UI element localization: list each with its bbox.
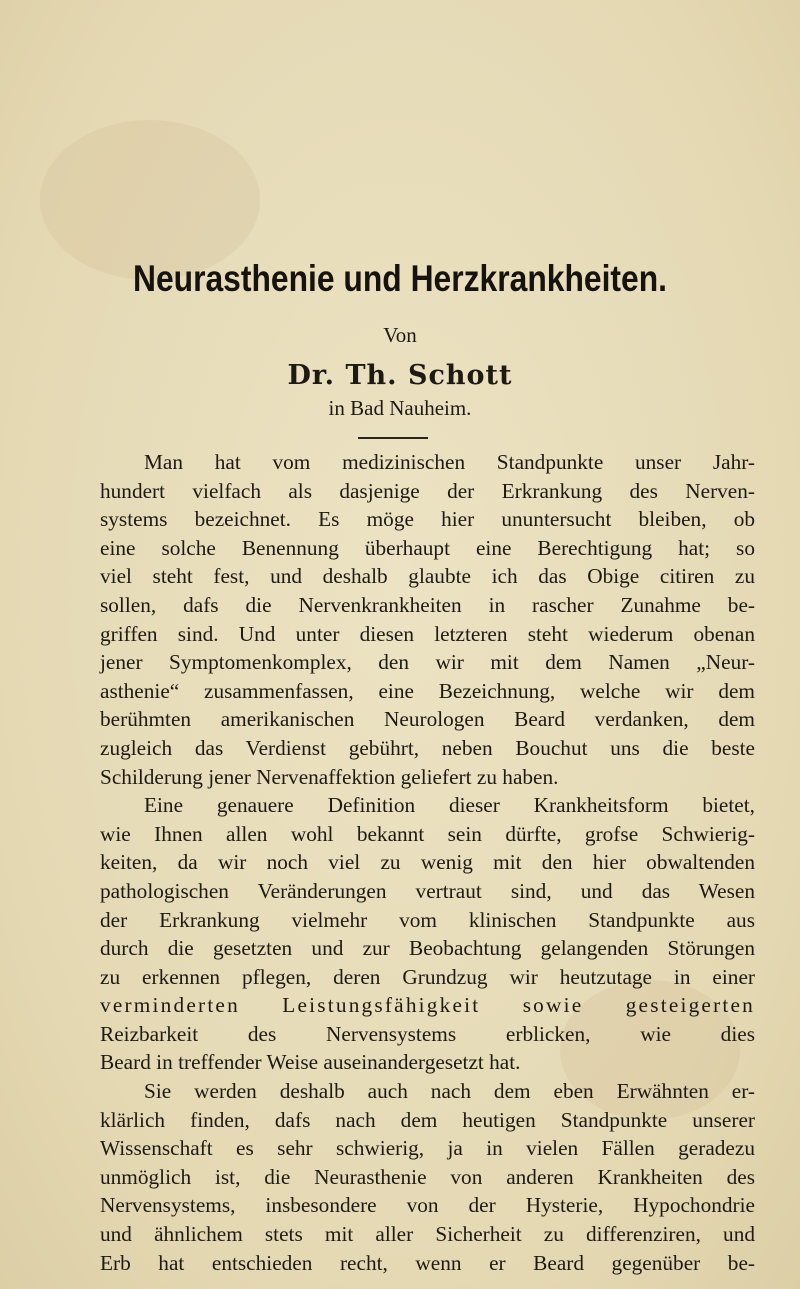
text-line: klärlich finden, dafs nach dem heutigen Standpunkte unserer	[100, 1107, 755, 1132]
text-line: wie Ihnen allen wohl bekannt sein dürfte, grofse Schwierig-	[100, 821, 755, 846]
text-line: Wissenschaft es sehr schwierig, ja in vielen Fällen geradezu	[100, 1136, 755, 1161]
text-line: systems bezeichnet. Es möge hier ununtersucht bleiben, ob	[100, 507, 755, 532]
text-line: verminderten Leistungsfähigkeit sowie gesteigerten	[100, 993, 755, 1018]
text-line: Sie werden deshalb auch nach dem eben Erwähnten er-	[144, 1079, 755, 1104]
text-line: und ähnlichem stets mit aller Sicherheit zu differenziren, und	[100, 1222, 755, 1247]
paragraph-1	[100, 448, 755, 791]
text-line: eine solche Benennung überhaupt eine Berechtigung hat; so	[100, 535, 755, 560]
author-name: Dr. Th. Schott	[287, 360, 513, 391]
text-line: Eine genauere Definition dieser Krankheitsform bietet,	[144, 793, 755, 818]
text-line: viel steht fest, und deshalb glaubte ich das Obige citiren zu	[100, 564, 755, 589]
text-line: Beard in treffender Weise auseinandergesetzt hat.	[100, 1050, 521, 1075]
text-line: zu erkennen pflegen, deren Grundzug wir heutzutage in einer	[100, 964, 755, 989]
text-line: zugleich das Verdienst gebührt, neben Bouchut uns die beste	[100, 735, 755, 760]
text-line: Man hat vom medizinischen Standpunkte unser Jahr-	[144, 450, 755, 474]
paragraph-2	[100, 791, 755, 1077]
text-line: berühmten amerikanischen Neurologen Beard verdanken, dem	[100, 707, 755, 732]
text-line: griffen sind. Und unter diesen letzteren steht wiederum obenan	[100, 621, 755, 646]
text-line: Erb hat entschieden recht, wenn er Beard gegenüber be-	[100, 1250, 755, 1275]
text-line: jener Symptomenkomplex, den wir mit dem Namen „Neur-	[100, 650, 755, 675]
byline-von: Von	[383, 323, 417, 347]
text-line: Reizbarkeit des Nervensystems erblicken, wie dies	[100, 1021, 755, 1046]
text-line: unmöglich ist, die Neurasthenie von anderen Krankheiten des	[100, 1164, 755, 1189]
text-line: Nervensystems, insbesondere von der Hysterie, Hypochondrie	[100, 1193, 755, 1218]
text-line: pathologischen Veränderungen vertraut sind, und das Wesen	[100, 878, 755, 903]
text-line: keiten, da wir noch viel zu wenig mit den hier obwaltenden	[100, 850, 755, 875]
text-line: sollen, dafs die Nervenkrankheiten in rascher Zunahme be-	[100, 592, 755, 617]
article-title: Neurasthenie und Herzkrankheiten.	[132, 258, 668, 299]
text-line: Schilderung jener Nervenaffektion geliefert zu haben.	[100, 764, 559, 789]
paragraph-3	[100, 1077, 755, 1277]
title-divider	[358, 437, 428, 439]
text-line: durch die gesetzten und zur Beobachtung gelangenden Störungen	[100, 936, 755, 961]
text-line: der Erkrankung vielmehr vom klinischen Standpunkte aus	[100, 907, 755, 932]
author-location: in Bad Nauheim.	[328, 396, 472, 420]
article-body	[100, 448, 755, 1277]
text-line: asthenie“ zusammenfassen, eine Bezeichnung, welche wir dem	[100, 678, 755, 703]
paper-stain	[40, 120, 260, 280]
text-line: hundert vielfach als dasjenige der Erkrankung des Nerven-	[100, 478, 755, 503]
